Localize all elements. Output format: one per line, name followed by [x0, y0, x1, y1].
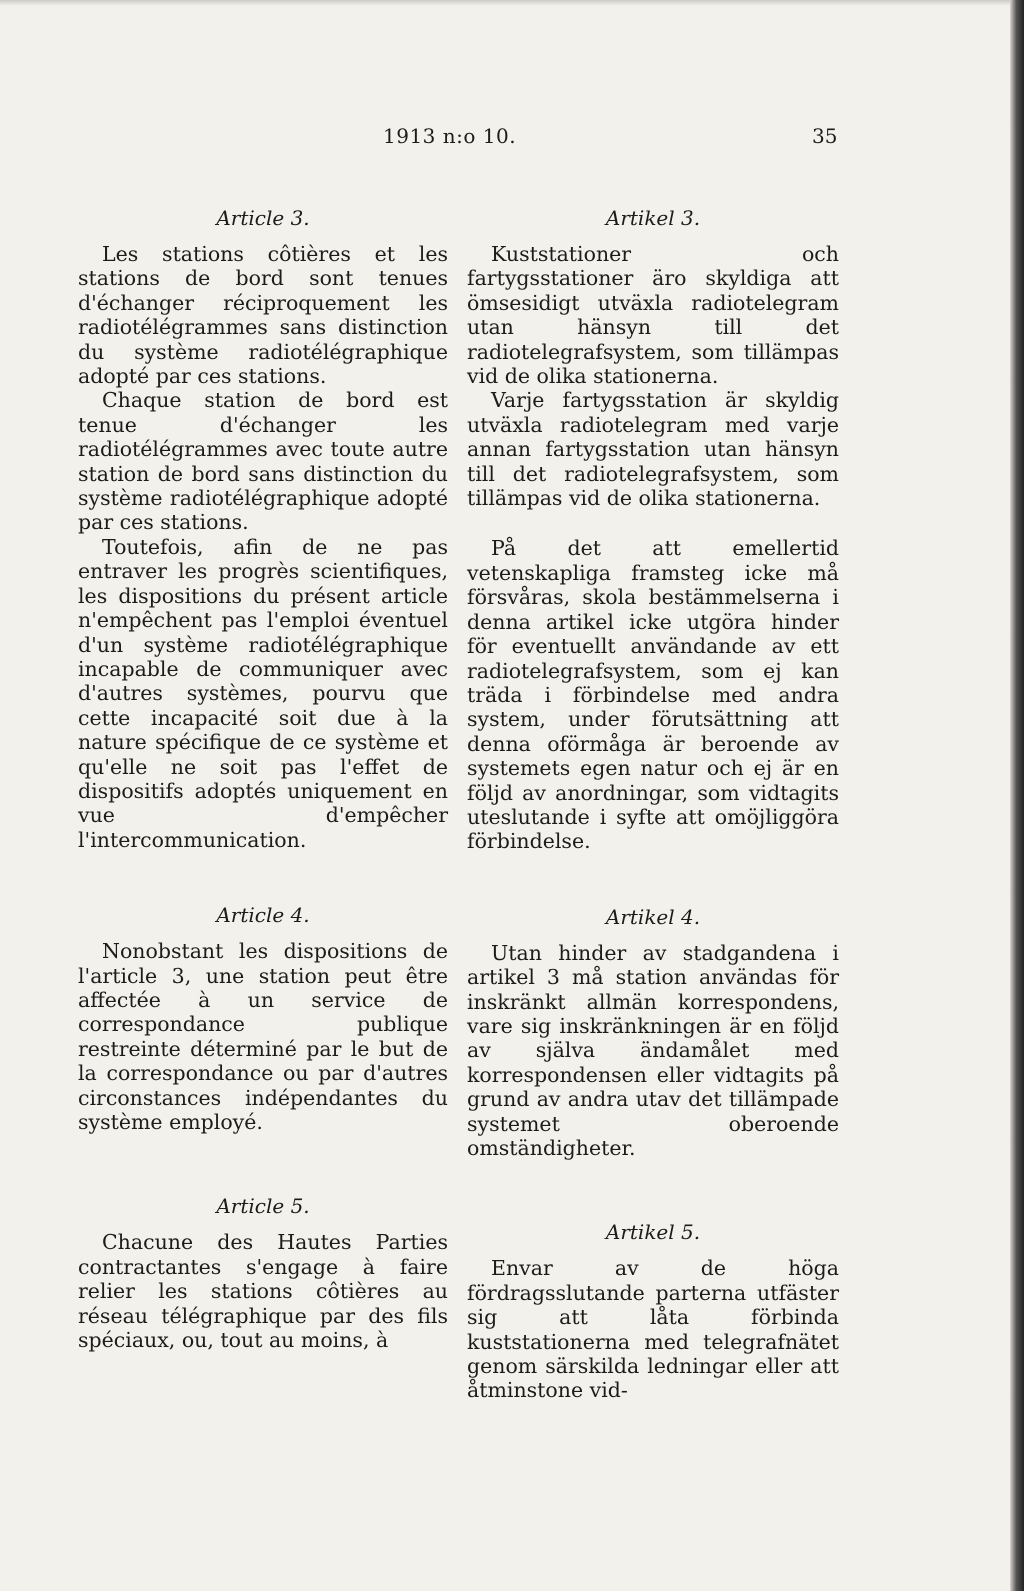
artikel-3-sv [467, 204, 839, 854]
article-title: Artikel 3. [605, 206, 701, 230]
article-3-fr [78, 204, 448, 852]
article-title: Article 4. [216, 903, 310, 928]
article-5-fr [78, 1192, 448, 1352]
spacer [467, 854, 839, 903]
scan-top-edge [0, 0, 1024, 6]
french-column [78, 204, 448, 1352]
spacer [467, 510, 839, 536]
paragraph: Utan hinder av stadgandena i artikel 3 må station användas för inskränkt allmän korrespondens, vare sig inskränkningen är en följd av själva ändamålet med korrespondensen eller vidtagits på grund av andra utav det tillämpade systemet oberoende omständigheter. [467, 940, 839, 1160]
article-4-fr [78, 901, 448, 1134]
paragraph: Varje fartygsstation är skyldig utväxla radiotelegram med varje annan fartygsstation utan hänsyn till det radiotelegrafsystem, som tillämpas vid de olika stationerna. [467, 388, 839, 511]
spacer [78, 1134, 448, 1192]
artikel-5-sv [467, 1218, 839, 1402]
paragraph: Les stations côtières et les stations de bord sont tenues d'échanger réciproquement les radiotélégrammes sans distinction du système radiotélégraphique adopté par ces stations. [78, 242, 448, 389]
paragraph: På det att emellertid vetenskapliga framsteg icke må försvåras, skola bestämmelserna i denna artikel icke utgöra hinder för eventuellt användande av ett radiotelegrafsystem, som ej kan träda i förbindelse med andra system, under förutsättning att denna oförmåga är beroende av systemets egen natur och ej är en följd av anordningar, som vidtagits uteslutande i syfte att omöjliggöra förbindelse. [467, 536, 839, 854]
spacer [78, 852, 448, 901]
paragraph: Chaque station de bord est tenue d'échanger les radiotélégrammes avec toute autre station de bord sans distinction du système radiotélégraphique adopté par ces stations. [78, 388, 448, 535]
article-title: Article 5. [216, 1194, 310, 1219]
running-head: 1913 n:o 10. [383, 124, 517, 148]
page-number: 35 [812, 124, 838, 148]
article-title: Article 3. [216, 206, 310, 230]
paragraph: Nonobstant les dispositions de l'article 3, une station peut être affectée à un service de correspondance publique restreinte déterminé par le but de la correspondance ou par d'autres circonstances indépendantes du système employé. [78, 939, 448, 1134]
spacer [467, 1160, 839, 1218]
swedish-column [467, 204, 839, 1403]
article-title: Artikel 5. [605, 1220, 701, 1245]
page-header [0, 124, 1024, 154]
paragraph: Chacune des Hautes Parties contractantes s'engage à faire relier les stations côtières au réseau télégraphique par des fils spéciaux, ou, tout au moins, à [78, 1230, 448, 1353]
paragraph: Toutefois, afin de ne pas entraver les progrès scientifiques, les dispositions du présent article n'empêchent pas l'emploi éventuel d'un système radiotélégraphique incapable de communiquer avec d'autres systèmes, pourvu que cette incapacité soit due à la nature spécifique de ce système et qu'elle ne soit pas l'effet de dispositifs adoptés uniquement en vue d'empêcher l'intercommunication. [78, 534, 448, 852]
paragraph: Envar av de höga fördragsslutande parterna utfäster sig att låta förbinda kuststationerna med telegrafnätet genom särskilda ledningar eller att åtminstone vid- [467, 1256, 839, 1403]
article-title: Artikel 4. [605, 904, 701, 929]
paragraph: Kuststationer och fartygsstationer äro skyldiga att ömsesidigt utväxla radiotelegram utan hänsyn till det radiotelegrafsystem, som tillämpas vid de olika stationerna. [467, 242, 839, 389]
artikel-4-sv [467, 903, 839, 1161]
scan-right-edge [1010, 0, 1024, 1591]
